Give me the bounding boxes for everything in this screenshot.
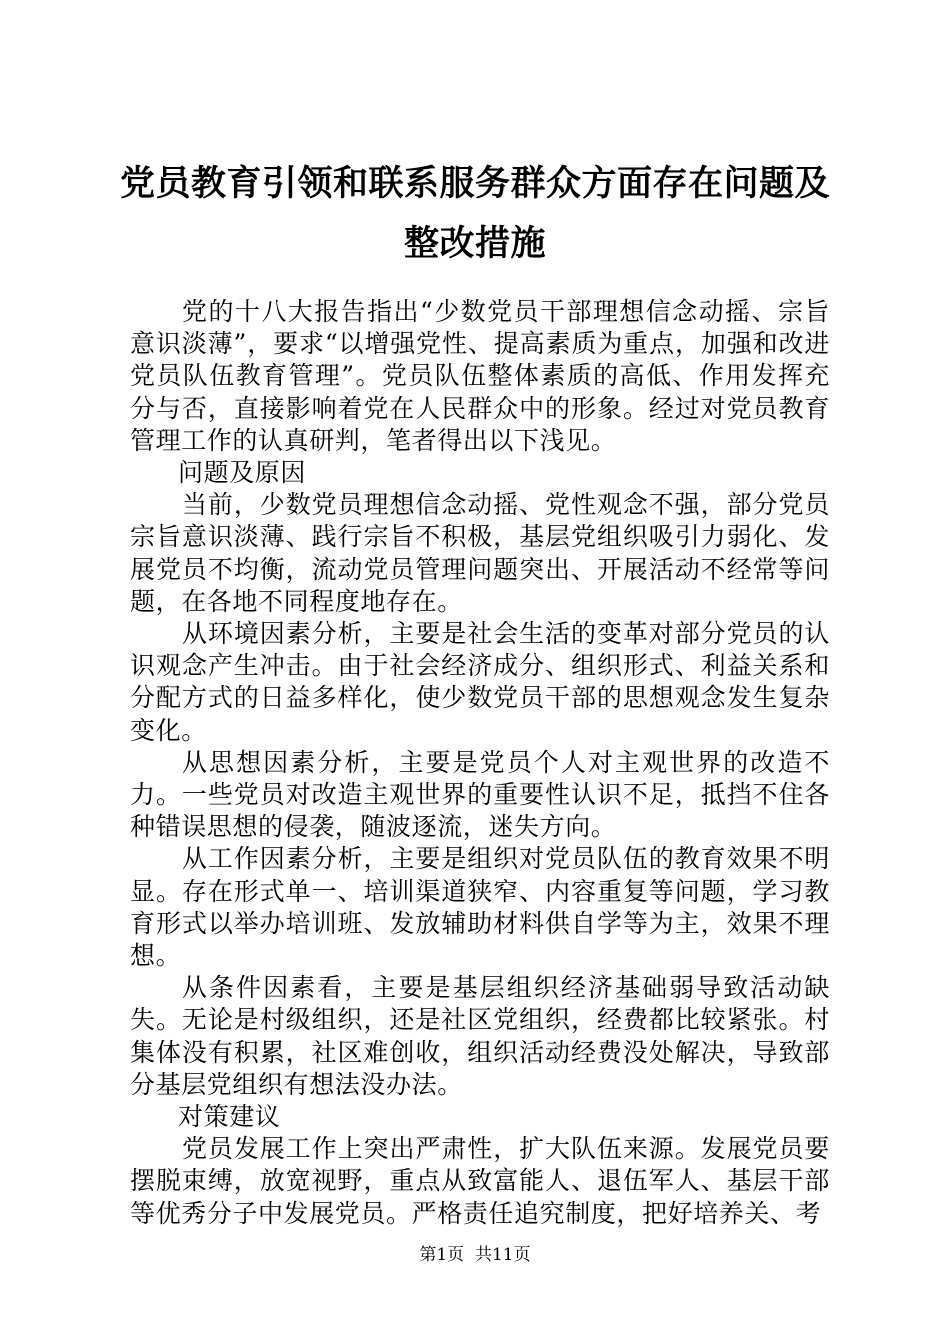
paragraph: 从环境因素分析，主要是社会生活的变革对部分党员的认识观念产生冲击。由于社会经济成分、组织形式、利益关系和分配方式的日益多样化，使少数党员干部的思想观念发生复杂变化。 xyxy=(130,619,830,745)
section-heading-suggestions: 对策建议 xyxy=(178,1102,281,1132)
paragraph: 从工作因素分析，主要是组织对党员队伍的教育效果不明显。存在形式单一、培训渠道狭窄、内容重复等问题，学习教育形式以举办培训班、发放辅助材料供自学等为主，效果不理想。 xyxy=(130,844,830,971)
paragraph: 当前，少数党员理想信念动摇、党性观念不强，部分党员宗旨意识淡薄、践行宗旨不积极，基层党组织吸引力弱化、发展党员不均衡，流动党员管理问题突出、开展活动不经常等问题，在各地不同程度地存在。 xyxy=(130,490,830,616)
page-number: 第1页 共11页 xyxy=(419,1245,531,1265)
document-title-line-2: 整改措施 xyxy=(403,223,546,264)
document-title-line-1: 党员教育引领和联系服务群众方面存在问题及 xyxy=(119,163,830,204)
paragraph: 从条件因素看，主要是基层组织经济基础弱导致活动缺失。无论是村级组织，还是社区党组织，经费都比较紧张。村集体没有积累，社区难创收，组织活动经费没处解决，导致部分基层党组织有想法没办法。 xyxy=(130,973,830,1099)
paragraph: 党的十八大报告指出“少数党员干部理想信念动摇、宗旨意识淡薄”，要求“以增强党性、提高素质为重点，加强和改进党员队伍教育管理”。党员队伍整体素质的高低、作用发挥充分与否，直接影响着党在人民群众中的形象。经过对党员教育管理工作的认真研判，笔者得出以下浅见。 xyxy=(130,297,830,455)
page-footer xyxy=(0,1244,950,1266)
paragraph: 从思想因素分析，主要是党员个人对主观世界的改造不力。一些党员对改造主观世界的重要性认识不足，抵挡不住各种错误思想的侵袭，随波逐流，迷失方向。 xyxy=(130,747,830,842)
section-heading-problems: 问题及原因 xyxy=(178,458,307,488)
paragraph: 党员发展工作上突出严肃性，扩大队伍来源。发展党员要摆脱束缚，放宽视野，重点从致富能人、退伍军人、基层干部等优秀分子中发展党员。严格责任追究制度，把好培养关、考 xyxy=(130,1134,830,1228)
document-body xyxy=(130,296,830,1230)
